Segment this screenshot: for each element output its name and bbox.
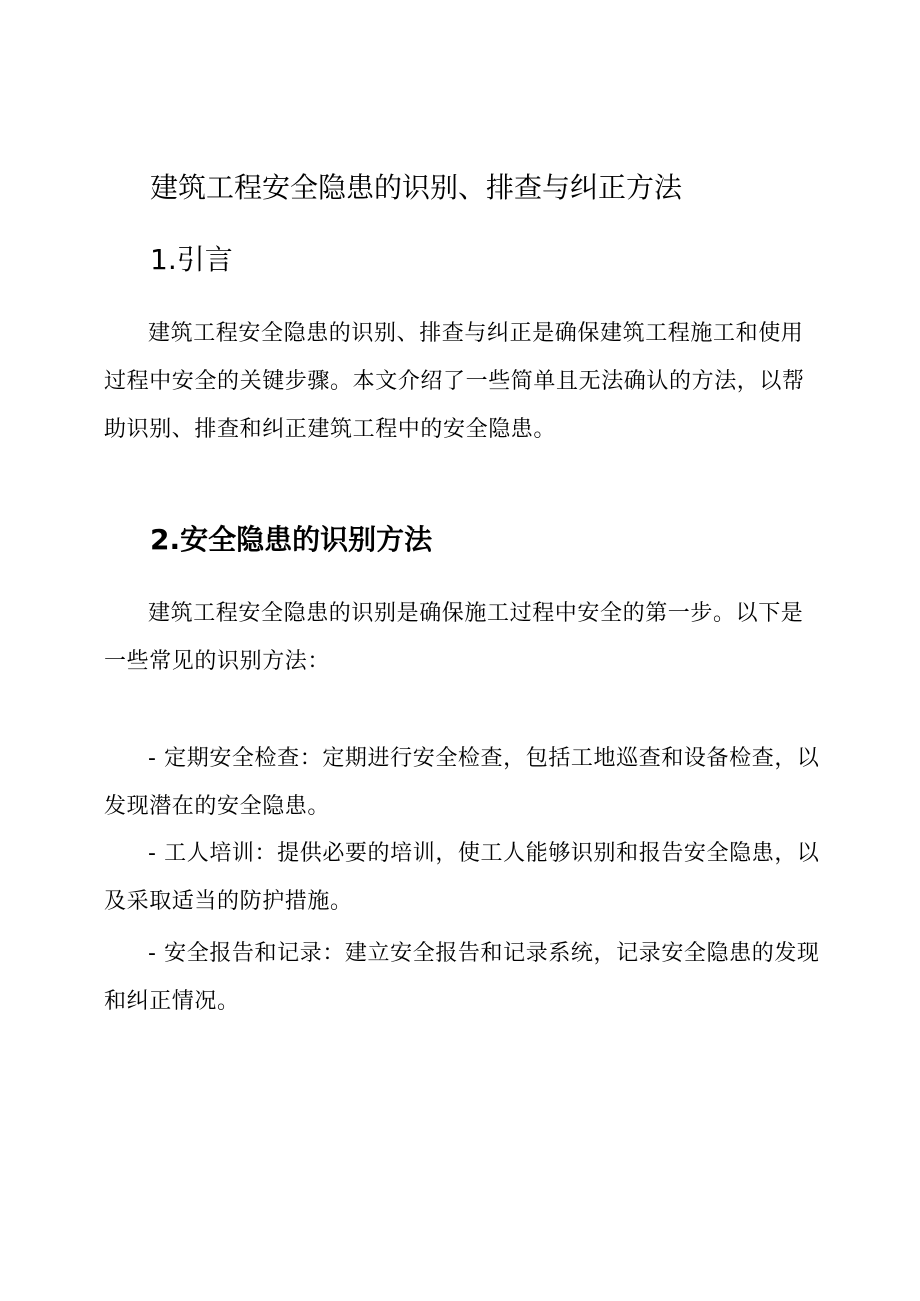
document-title: 建筑工程安全隐患的识别、排查与纠正方法 <box>150 171 683 204</box>
section-paragraph-identification: 建筑工程安全隐患的识别是确保施工过程中安全的第一步。以下是一些常见的识别方法： <box>104 601 804 674</box>
section-heading-identification: 2.安全隐患的识别方法 <box>150 523 433 556</box>
section-paragraph-introduction: 建筑工程安全隐患的识别、排查与纠正是确保建筑工程施工和使用过程中安全的关键步骤。本文介绍了一些简单且无法确认的方法，以帮助识别、排查和纠正建筑工程中的安全隐患。 <box>104 321 805 442</box>
section-heading-introduction: 1.引言 <box>150 243 233 276</box>
list-item-safety-reporting: - 安全报告和记录：建立安全报告和记录系统，记录安全隐患的发现和纠正情况。 <box>104 941 820 1014</box>
list-item-worker-training: - 工人培训：提供必要的培训，使工人能够识别和报告安全隐患，以及采取适当的防护措施。 <box>104 841 820 914</box>
list-item-regular-inspection: - 定期安全检查：定期进行安全检查，包括工地巡查和设备检查，以发现潜在的安全隐患。 <box>104 746 820 819</box>
